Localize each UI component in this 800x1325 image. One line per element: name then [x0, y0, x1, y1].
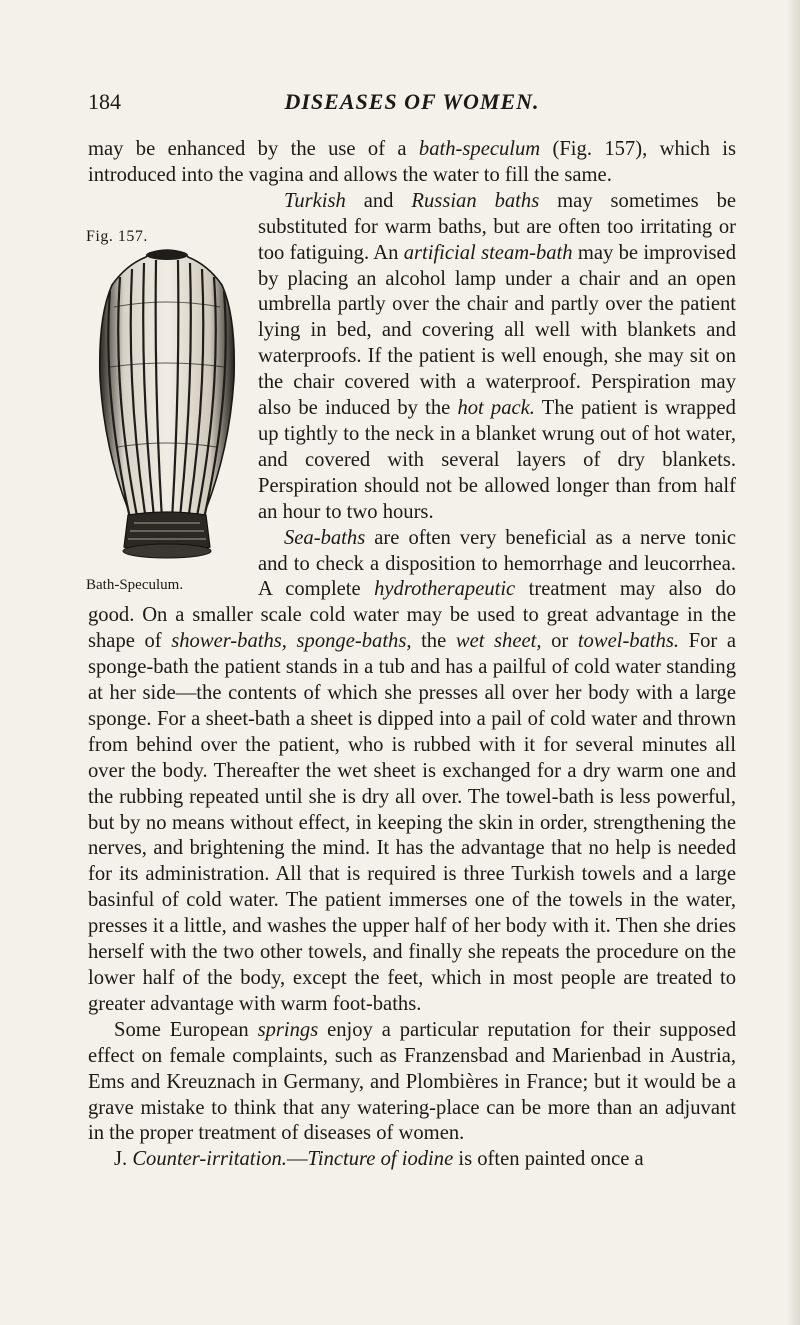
page-header	[88, 89, 736, 119]
text-run: may be enhanced by the use of a	[88, 138, 419, 160]
text-run: (Fig. 157), which is introduced into the vagina and allows the water to fill the same.	[88, 138, 736, 186]
text-run: enjoy a particular reputation for their supposed effect on female complaints, such as Franzensbad and Marienbad in Austria, Ems and Kreuznach in Germany, and Plombières in France; but it would be a grave mistake to think that any watering-place can be more than an adjuvant in the proper treatment of diseases of women.	[88, 1018, 736, 1145]
text-run: the	[411, 630, 456, 653]
text-run: or	[541, 630, 578, 653]
text-run: —	[286, 1148, 308, 1171]
bath-speculum-illustration	[88, 247, 246, 565]
italic-term: Sea-baths	[284, 526, 366, 549]
figure-caption: Bath-Speculum.	[86, 576, 184, 593]
italic-term: springs	[257, 1018, 319, 1041]
italic-term: towel-baths.	[577, 630, 680, 653]
page-number: 184	[88, 89, 121, 114]
text-run: are often very beneficial as a nerve tonic and to check a disposition to hemorrhage and leucorrhea. A complete	[258, 526, 736, 601]
paragraph-5	[88, 1147, 736, 1173]
italic-term: hot pack.	[457, 397, 535, 420]
figure-157	[86, 189, 250, 602]
text-run: is often painted once a	[453, 1148, 644, 1171]
text-run: Some European	[114, 1018, 258, 1041]
italic-term: wet sheet,	[455, 630, 542, 653]
text-run: may sometimes be substituted for warm baths, but are often too irritating or too fatiguing. An	[258, 189, 737, 264]
text-run: may be improvised by placing an alcohol lamp under a chair and an open umbrella partly over the chair and partly over the patient lying in bed, and covering all well with blankets and waterproofs. If the patient is well enough, she may sit on the chair covered with a waterproof. Perspiration may also be induced by the	[258, 241, 736, 420]
italic-term: Turkish	[284, 189, 346, 212]
page-edge-shadow	[786, 0, 800, 1325]
italic-term: hydrotherapeutic	[374, 578, 516, 601]
text-run: treatment may also do good. On a smaller scale cold water may be used to great advantage in the shape of	[88, 578, 736, 653]
body-text	[88, 137, 736, 1173]
text-run: For a sponge-bath the patient stands in a tub and has a pailful of cold water standing at her side—the contents of which she presses all over her body with a large sponge. For a sheet-bath a sheet is dipped into a pail of cold water and thrown from behind over the patient, who is rubbed with it for several minutes all over the body. Thereafter the wet sheet is exchanged for a dry warm one and the rubbing repeated until she is dry all over. The towel-bath is less powerful, but by no means without effect, in keeping the skin in order, strengthening the nerves, and brightening the mind. It has the advantage that no help is needed for its administration. All that is required is three Turkish towels and a large basinful of cold water. The patient immerses one of the towels in the water, presses it a little, and washes the upper half of her body with it. Then she dries herself with the two other towels, and finally she repeats the procedure on the lower half of the body, except the feet, which in most people are treated to greater advantage with warm foot-baths.	[88, 630, 736, 1015]
figure-label: Fig. 157.	[86, 227, 148, 245]
italic-term: Russian baths	[411, 189, 540, 212]
italic-term: shower-baths, sponge-baths,	[171, 630, 412, 653]
text-run: and	[345, 189, 412, 212]
italic-term: bath-speculum	[418, 138, 541, 160]
italic-term: artificial steam-bath	[403, 241, 573, 264]
paragraph-1	[88, 137, 736, 189]
text-run: J.	[114, 1148, 133, 1171]
running-title: DISEASES OF WOMEN.	[284, 89, 540, 114]
italic-term: Counter-irritation.	[132, 1148, 287, 1171]
paragraph-4	[88, 1018, 736, 1148]
italic-term: Tincture of iodine	[307, 1148, 454, 1171]
text-run: The patient is wrapped up tightly to the neck in a blanket wrung out of hot water, and covered with several layers of dry blankets. Perspiration should not be allowed longer than from half an hour to two hours.	[258, 397, 736, 523]
